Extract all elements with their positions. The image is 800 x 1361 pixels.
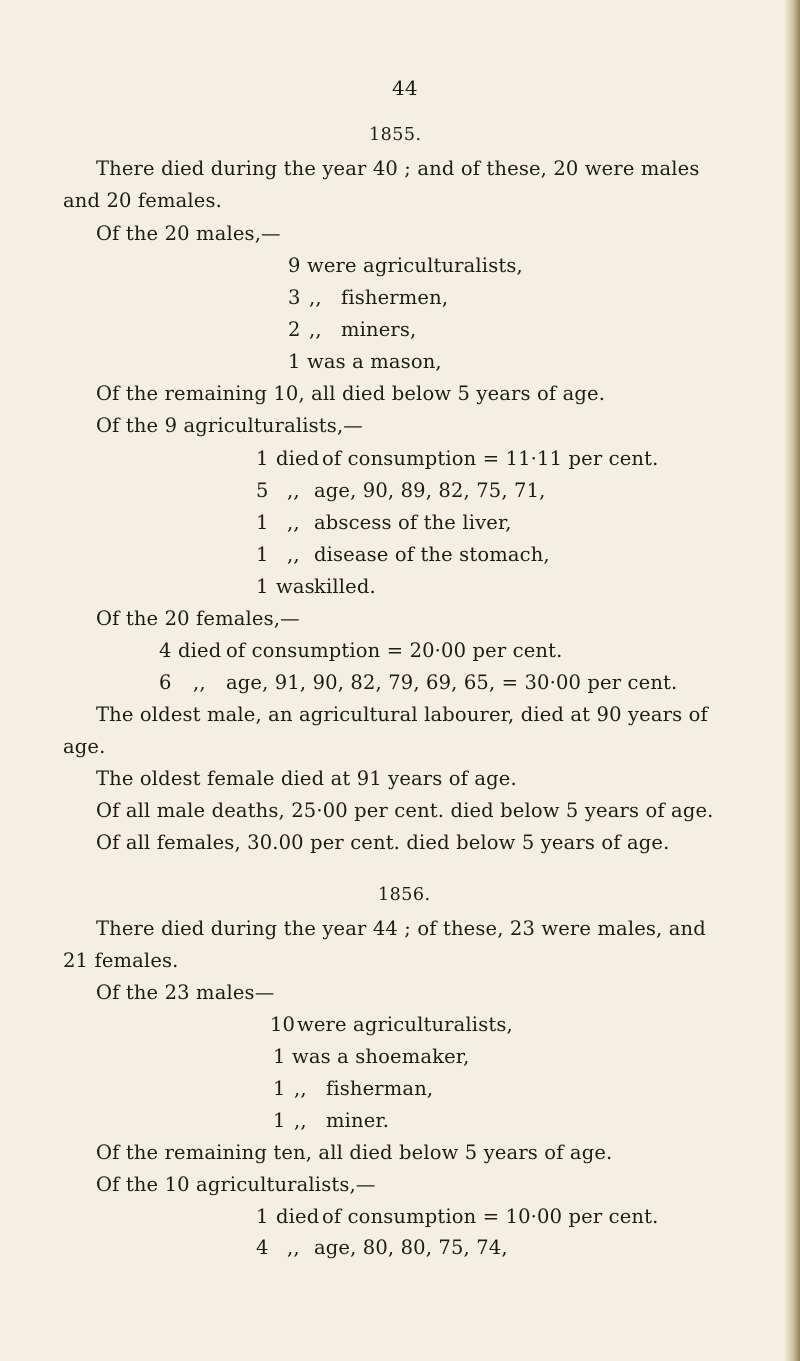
list-text: killed. bbox=[314, 575, 376, 598]
list-text: miner. bbox=[326, 1109, 390, 1132]
list-count: 4 bbox=[159, 639, 172, 662]
ditto-mark: died bbox=[178, 639, 222, 662]
list-text: miners, bbox=[341, 318, 417, 341]
list-text: fishermen, bbox=[341, 286, 449, 309]
list-text: of consumption = 10·00 per cent. bbox=[322, 1205, 659, 1228]
list-text: fisherman, bbox=[326, 1077, 434, 1100]
paragraph-line: Of the 23 males— bbox=[96, 981, 275, 1004]
paragraph-line: Of the 20 males,— bbox=[96, 222, 281, 245]
list-count: 9 bbox=[288, 254, 301, 277]
ditto-mark: ,, bbox=[193, 671, 206, 694]
paragraph-line: The oldest male, an agricultural labourer, died at 90 years of bbox=[96, 703, 708, 726]
list-count: 1 bbox=[256, 1205, 269, 1228]
ditto-mark: ,, bbox=[287, 1236, 300, 1259]
list-count: 1 bbox=[256, 543, 269, 566]
list-text: age, 91, 90, 82, 79, 69, 65, = 30·00 per cent. bbox=[226, 671, 678, 694]
list-text: was a mason, bbox=[307, 350, 442, 373]
list-count: 1 bbox=[256, 575, 269, 598]
list-text: of consumption = 20·00 per cent. bbox=[226, 639, 563, 662]
list-count: 1 bbox=[256, 511, 269, 534]
paragraph-line: There died during the year 44 ; of these, 23 were males, and bbox=[96, 917, 706, 940]
paragraph-line: and 20 females. bbox=[63, 189, 222, 212]
year-heading-1855: 1855. bbox=[369, 125, 422, 145]
ditto-mark: ,, bbox=[294, 1109, 307, 1132]
ditto-mark: died bbox=[276, 1205, 320, 1228]
ditto-mark: ,, bbox=[309, 286, 322, 309]
paragraph-line: Of all females, 30.00 per cent. died below 5 years of age. bbox=[96, 831, 670, 854]
list-text: age, 90, 89, 82, 75, 71, bbox=[314, 479, 546, 502]
paragraph-line: Of all male deaths, 25·00 per cent. died below 5 years of age. bbox=[96, 799, 714, 822]
list-text: of consumption = 11·11 per cent. bbox=[322, 447, 659, 470]
page-edge-shadow bbox=[784, 0, 800, 1361]
list-text: age, 80, 80, 75, 74, bbox=[314, 1236, 508, 1259]
list-count: 1 bbox=[273, 1109, 286, 1132]
list-text: disease of the stomach, bbox=[314, 543, 550, 566]
list-count: 10 bbox=[270, 1013, 296, 1036]
paragraph-line: Of the 9 agriculturalists,— bbox=[96, 414, 363, 437]
list-text: were agriculturalists, bbox=[297, 1013, 513, 1036]
list-count: 2 bbox=[288, 318, 301, 341]
list-text: were agriculturalists, bbox=[307, 254, 523, 277]
list-count: 1 bbox=[273, 1077, 286, 1100]
paragraph-line: Of the 10 agriculturalists,— bbox=[96, 1173, 376, 1196]
list-count: 1 bbox=[273, 1045, 286, 1068]
year-heading-1856: 1856. bbox=[378, 885, 431, 905]
paragraph-line: Of the remaining ten, all died below 5 years of age. bbox=[96, 1141, 613, 1164]
ditto-mark: ,, bbox=[287, 479, 300, 502]
list-count: 5 bbox=[256, 479, 269, 502]
list-text: was a shoemaker, bbox=[292, 1045, 470, 1068]
list-count: 4 bbox=[256, 1236, 269, 1259]
list-count: 6 bbox=[159, 671, 172, 694]
list-text: abscess of the liver, bbox=[314, 511, 512, 534]
paragraph-line: Of the 20 females,— bbox=[96, 607, 300, 630]
list-count: 1 bbox=[256, 447, 269, 470]
paragraph-line: age. bbox=[63, 735, 106, 758]
ditto-mark: ,, bbox=[294, 1077, 307, 1100]
ditto-mark: died bbox=[276, 447, 320, 470]
ditto-mark: ,, bbox=[287, 511, 300, 534]
paragraph-line: There died during the year 40 ; and of these, 20 were males bbox=[96, 157, 700, 180]
paragraph-line: Of the remaining 10, all died below 5 years of age. bbox=[96, 382, 606, 405]
page-number: 44 bbox=[392, 76, 418, 100]
paragraph-line: 21 females. bbox=[63, 949, 179, 972]
ditto-mark: was bbox=[276, 575, 315, 598]
ditto-mark: ,, bbox=[287, 543, 300, 566]
ditto-mark: ,, bbox=[309, 318, 322, 341]
list-count: 3 bbox=[288, 286, 301, 309]
list-count: 1 bbox=[288, 350, 301, 373]
paragraph-line: The oldest female died at 91 years of age. bbox=[96, 767, 517, 790]
